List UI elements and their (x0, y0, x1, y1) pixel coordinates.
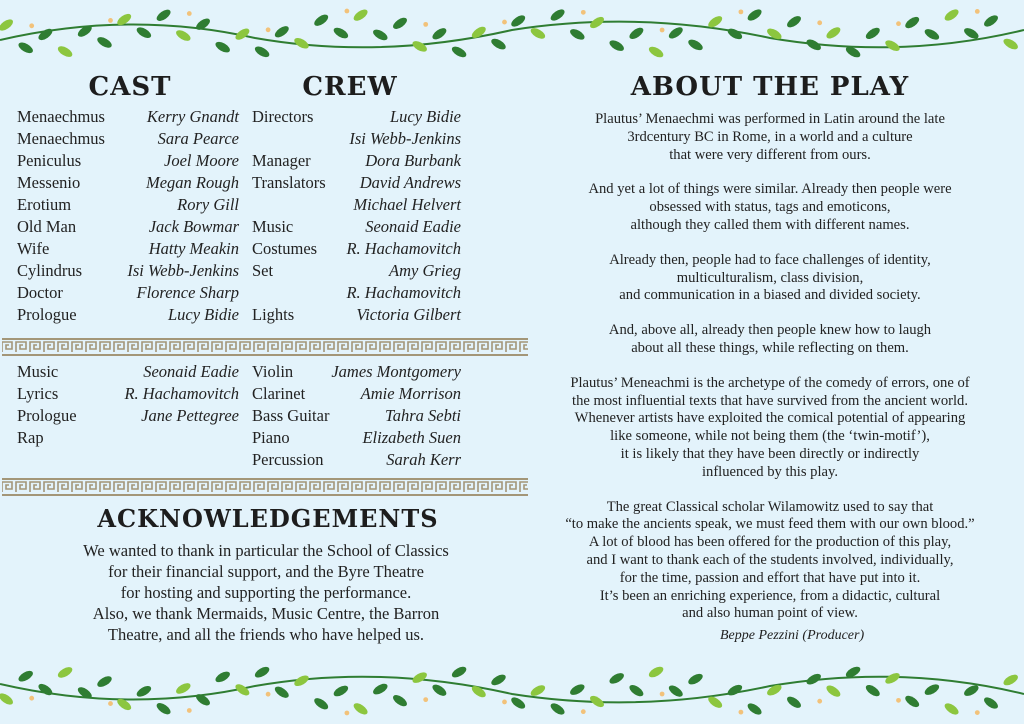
roster-row (17, 260, 239, 282)
person-name: Isi Webb-Jenkins (127, 261, 239, 280)
about-heading: ABOUT THE PLAY (630, 72, 910, 102)
acknowledgement-line: Theatre, and all the friends who have helped us. (107, 625, 425, 644)
roster-row (17, 405, 239, 427)
meander-pattern (2, 480, 528, 494)
about-line: about all these things, while reflecting on them. (631, 339, 909, 356)
about-line: and also human point of view. (682, 605, 858, 622)
about-text (537, 111, 1003, 623)
roster-row (17, 106, 239, 128)
roster-row (252, 260, 461, 282)
about-line: it is likely that they have been directly or indirectly (620, 445, 920, 462)
about-line: “to make the ancients speak, we must feed them with our own blood.” (565, 516, 975, 533)
role-label: Bass Guitar (252, 406, 330, 425)
person-name: Dora Burbank (365, 151, 461, 170)
about-line: obsessed with status, tags and emoticons, (649, 199, 891, 216)
about-line: and communication in a biased and divided society. (619, 287, 921, 304)
person-name: Megan Rough (145, 173, 239, 192)
acknowledgement-line: We wanted to thank in particular the School of Classics (83, 541, 449, 560)
roster-row (252, 106, 461, 128)
role-label: Translators (252, 173, 326, 192)
role-label: Doctor (17, 283, 63, 302)
about-line: A lot of blood has been offered for the production of this play, (588, 534, 952, 551)
role-label: Percussion (252, 450, 324, 469)
crew-heading: CREW (302, 72, 398, 102)
about-line: And yet a lot of things were similar. Already then people were (588, 181, 952, 198)
person-name: Michael Helvert (353, 195, 461, 214)
crew-list (252, 106, 461, 326)
role-label: Erotium (17, 195, 72, 214)
person-name: Victoria Gilbert (356, 305, 461, 324)
cast-list (17, 106, 239, 326)
person-name: Seonaid Eadie (143, 362, 239, 381)
acknowledgement-line: for hosting and supporting the performance. (120, 583, 412, 602)
about-line: although they called them with different names. (630, 216, 910, 233)
role-label: Manager (252, 151, 311, 170)
band-list (252, 361, 461, 471)
roster-row (17, 216, 239, 238)
person-name: Jack Bowmar (148, 217, 239, 236)
about-line: the most influential texts that have survived from the ancient world. (572, 392, 968, 409)
roster-row (17, 361, 239, 383)
person-name: Sarah Kerr (386, 450, 461, 469)
about-line: The great Classical scholar Wilamowitz used to say that (606, 498, 934, 515)
roster-row (252, 238, 461, 260)
role-label: Old Man (17, 217, 77, 236)
role-label: Costumes (252, 239, 318, 258)
role-label: Peniculus (17, 151, 82, 170)
person-name: Amy Grieg (389, 261, 461, 280)
about-line: like someone, while not being them (the ‘twin-motif’), (610, 428, 930, 445)
person-name: Florence Sharp (136, 283, 239, 302)
person-name: Lucy Bidie (389, 107, 461, 126)
acknowledgement-line: Also, we thank Mermaids, Music Centre, the Barron (92, 604, 440, 623)
roster-row (17, 194, 239, 216)
meander-pattern (2, 340, 528, 354)
roster-row (252, 128, 461, 150)
roster-row (252, 304, 461, 326)
about-line: for the time, passion and effort that have put into it. (619, 569, 921, 586)
role-label: Cylindrus (17, 261, 83, 280)
role-label: Piano (252, 428, 290, 447)
role-label: Directors (252, 107, 314, 126)
roster-row (17, 128, 239, 150)
roster-row (17, 282, 239, 304)
producer-signature: Beppe Pezzini (Producer) (720, 628, 865, 643)
person-name: R. Hachamovitch (124, 384, 239, 403)
about-line: Whenever artists have exploited the comical potential of appearing (574, 410, 966, 427)
acknowledgement-line: for their financial support, and the Byre Theatre (108, 562, 424, 581)
about-line: 3rdcentury BC in Rome, in a world and a culture (627, 128, 913, 145)
about-line: Already then, people had to face challenges of identity, (609, 251, 931, 268)
person-name: Tahra Sebti (385, 406, 461, 425)
role-label: Menaechmus (17, 107, 105, 126)
acknowledgements-heading: ACKNOWLEDGEMENTS (97, 504, 439, 533)
role-label: Music (252, 217, 294, 236)
roster-row (252, 427, 461, 449)
cast-heading: CAST (88, 72, 172, 102)
top-vine-border (0, 0, 1024, 70)
roster-row (252, 172, 461, 194)
roster-row (17, 172, 239, 194)
person-name: Joel Moore (164, 151, 239, 170)
person-name: Lucy Bidie (167, 305, 239, 324)
roster-row (252, 361, 461, 383)
person-name: Hatty Meakin (148, 239, 239, 258)
person-name: Isi Webb-Jenkins (349, 129, 461, 148)
role-label: Music (17, 362, 59, 381)
about-line: that were very different from ours. (669, 146, 871, 163)
person-name: Rory Gill (177, 195, 239, 214)
roster-row (252, 449, 461, 471)
role-label: Menaechmus (17, 129, 105, 148)
bottom-vine-border (0, 654, 1024, 724)
roster-row (252, 405, 461, 427)
about-line: Plautus’ Menaechmi was performed in Latin around the late (595, 111, 945, 127)
role-label: Clarinet (252, 384, 306, 403)
about-line: Plautus’ Meneachmi is the archetype of the comedy of errors, one of (570, 374, 970, 391)
person-name: James Montgomery (331, 362, 461, 381)
person-name: Amie Morrison (360, 384, 461, 403)
greek-key-divider (2, 338, 528, 356)
person-name: Jane Pettegree (141, 406, 239, 425)
roster-row (252, 282, 461, 304)
roster-row (252, 216, 461, 238)
roster-row (17, 238, 239, 260)
role-label: Set (252, 261, 274, 280)
person-name: R. Hachamovitch (346, 283, 461, 302)
roster-row (252, 194, 461, 216)
role-label: Violin (252, 362, 294, 381)
person-name: Sara Pearce (157, 129, 239, 148)
greek-key-divider (2, 478, 528, 496)
about-line: multiculturalism, class division, (676, 269, 864, 286)
person-name: Kerry Gnandt (146, 107, 239, 126)
acknowledgements-text (20, 540, 512, 645)
roster-row (17, 427, 239, 449)
role-label: Lyrics (17, 384, 59, 403)
roster-row (252, 150, 461, 172)
music-cast-list (17, 361, 239, 449)
person-name: David Andrews (359, 173, 461, 192)
role-label: Rap (17, 428, 44, 447)
roster-row (17, 304, 239, 326)
role-label: Lights (252, 305, 295, 324)
roster-row (17, 150, 239, 172)
role-label: Wife (17, 239, 50, 258)
person-name: Seonaid Eadie (365, 217, 461, 236)
about-line: And, above all, already then people knew how to laugh (608, 322, 932, 339)
roster-row (252, 383, 461, 405)
roster-row (17, 383, 239, 405)
about-line: It’s been an enriching experience, from a didactic, cultural (599, 587, 941, 604)
about-line: influenced by this play. (701, 463, 839, 480)
role-label: Messenio (17, 173, 81, 192)
role-label: Prologue (17, 406, 77, 425)
about-line: and I want to thank each of the students involved, individually, (586, 551, 954, 568)
person-name: R. Hachamovitch (346, 239, 461, 258)
person-name: Elizabeth Suen (362, 428, 461, 447)
role-label: Prologue (17, 305, 77, 324)
